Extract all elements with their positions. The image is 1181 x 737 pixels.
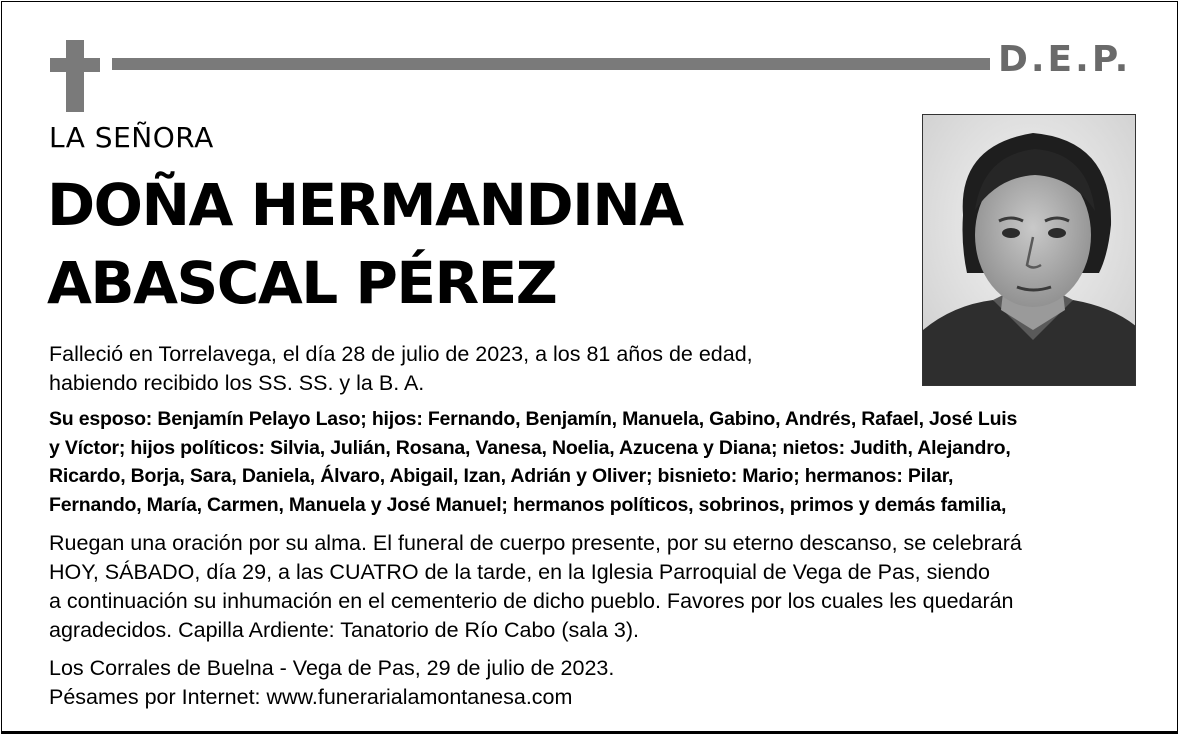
portrait-illustration xyxy=(923,115,1136,386)
place-date: Los Corrales de Buelna - Vega de Pas, 29 de julio de 2023. xyxy=(49,656,615,680)
family-line: y Víctor; hijos políticos: Silvia, Julián, Rosana, Vanesa, Noelia, Azucena y Diana; nietos: Judith, Alejandro, xyxy=(49,436,1011,459)
condolences-link[interactable]: Pésames por Internet: www.funerarialamontanesa.com xyxy=(49,685,573,709)
obituary-card xyxy=(1,1,1178,734)
portrait-photo xyxy=(922,114,1136,386)
death-notice xyxy=(49,340,849,398)
cross-icon xyxy=(66,40,84,112)
funeral-line: Ruegan una oración por su alma. El funeral de cuerpo presente, por su eterno descanso, se celebrará xyxy=(49,531,1022,555)
deceased-name-line1: DOÑA HERMANDINA xyxy=(47,171,683,239)
funeral-line: HOY, SÁBADO, día 29, a las CUATRO de la tarde, en la Iglesia Parroquial de Vega de Pas, siendo xyxy=(49,560,990,584)
family-line: Su esposo: Benjamín Pelayo Laso; hijos: Fernando, Benjamín, Manuela, Gabino, Andrés, Rafael, José Luis xyxy=(49,408,1018,430)
header-rule xyxy=(112,58,990,70)
family-list xyxy=(49,405,1139,519)
family-line: Ricardo, Borja, Sara, Daniela, Álvaro, Abigail, Izan, Adrián y Oliver; bisnieto: Mario; hermanos: Pilar, xyxy=(49,465,954,487)
funeral-line: a continuación su inhumación en el cementerio de dicho pueblo. Favores por los cuales les quedarán xyxy=(49,589,1014,613)
family-line: Fernando, María, Carmen, Manuela y José Manuel; hermanos políticos, sobrinos, primos y demás familia, xyxy=(49,493,1007,516)
footer xyxy=(49,654,1049,712)
cross-icon-bar xyxy=(50,58,100,72)
death-notice-line: habiendo recibido los SS. SS. y la B. A. xyxy=(49,371,425,395)
dep-heading: D.E.P. xyxy=(998,39,1132,80)
funeral-details xyxy=(49,529,1139,645)
death-notice-line: Falleció en Torrelavega, el día 28 de julio de 2023, a los 81 años de edad, xyxy=(49,342,753,366)
funeral-line: agradecidos. Capilla Ardiente: Tanatorio de Río Cabo (sala 3). xyxy=(49,618,640,642)
title-prefix: LA SEÑORA xyxy=(49,121,214,154)
deceased-name-line2: ABASCAL PÉREZ xyxy=(47,249,557,317)
